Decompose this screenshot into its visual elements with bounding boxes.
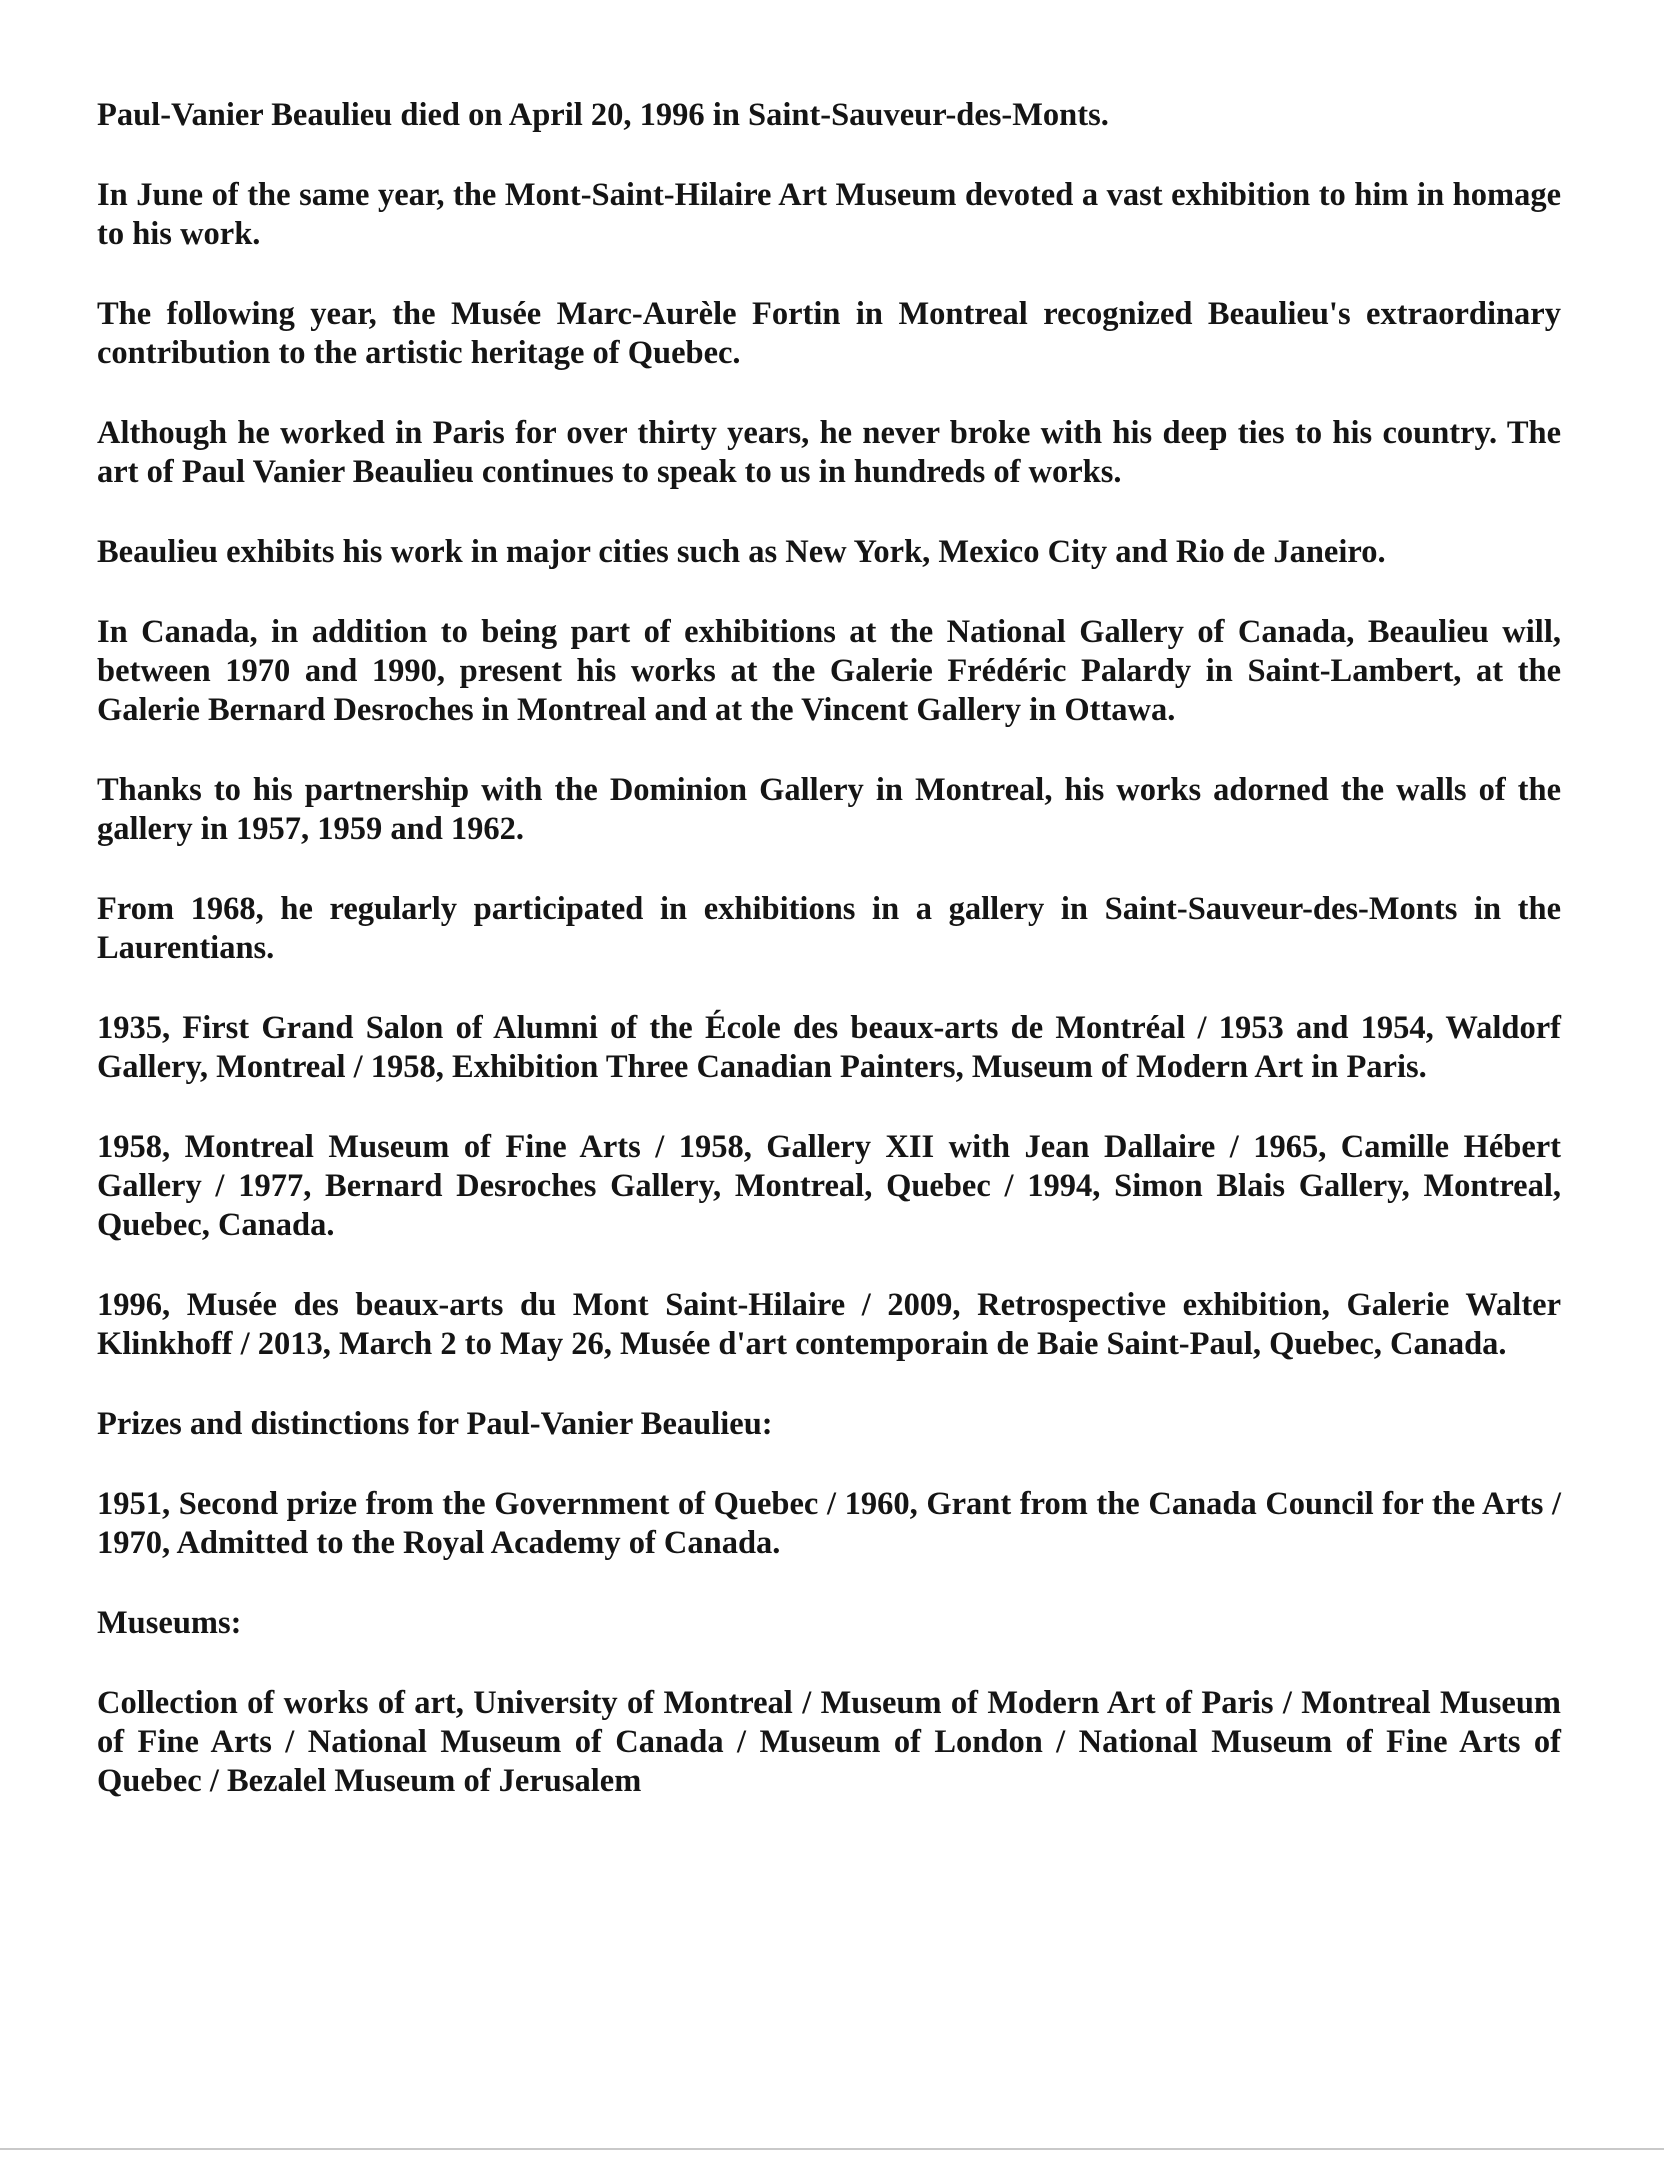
paragraph-paris-years: Although he worked in Paris for over thirty years, he never broke with his deep ties to his country. The art of Paul Vanier Beaulieu continues to speak to us in hundreds of works. xyxy=(97,415,1561,490)
paragraph-dominion-gallery: Thanks to his partnership with the Dominion Gallery in Montreal, his works adorned the walls of the gallery in 1957, 1959 and 1962. xyxy=(97,772,1561,847)
prizes-text: 1951, Second prize from the Government of Quebec / 1960, Grant from the Canada Council for the Arts / 1970, Admitted to the Royal Academy of Canada. xyxy=(97,1486,1561,1561)
paragraph-death: Paul-Vanier Beaulieu died on April 20, 1996 in Saint-Sauveur-des-Monts. xyxy=(97,97,1109,133)
museums-text: Collection of works of art, University of Montreal / Museum of Modern Art of Paris / Montreal Museum of Fine Arts / National Museum of Canada / Museum of London / National Museum of Fine Arts of Quebec / Bezalel Museum of Jerusalem xyxy=(97,1685,1561,1799)
paragraph-fortin-recognition: The following year, the Musée Marc-Aurèle Fortin in Montreal recognized Beaulieu's extraordinary contribution to the artistic heritage of Quebec. xyxy=(97,296,1561,371)
museums-heading: Museums: xyxy=(97,1605,242,1641)
page-bottom-rule xyxy=(0,2148,1664,2150)
paragraph-homage-exhibition: In June of the same year, the Mont-Saint-Hilaire Art Museum devoted a vast exhibition to him in homage to his work. xyxy=(97,177,1561,252)
paragraph-exhibitions-1958: 1958, Montreal Museum of Fine Arts / 1958, Gallery XII with Jean Dallaire / 1965, Camille Hébert Gallery / 1977, Bernard Desroches Gallery, Montreal, Quebec / 1994, Simon Blais Gallery, Montreal, Quebec, Canada. xyxy=(97,1129,1561,1243)
paragraph-canada-exhibitions: In Canada, in addition to being part of exhibitions at the National Gallery of Canada, Beaulieu will, between 1970 and 1990, present his works at the Galerie Frédéric Palardy in Saint-Lambert, at the Galerie Bernard Desroches in Montreal and at the Vincent Gallery in Ottawa. xyxy=(97,614,1561,728)
paragraph-exhibitions-1935: 1935, First Grand Salon of Alumni of the École des beaux-arts de Montréal / 1953 and 1954, Waldorf Gallery, Montreal / 1958, Exhibition Three Canadian Painters, Museum of Modern Art in Paris. xyxy=(97,1010,1561,1085)
prizes-heading: Prizes and distinctions for Paul-Vanier Beaulieu: xyxy=(97,1406,773,1442)
paragraph-major-cities: Beaulieu exhibits his work in major cities such as New York, Mexico City and Rio de Janeiro. xyxy=(97,534,1386,570)
paragraph-exhibitions-1996: 1996, Musée des beaux-arts du Mont Saint-Hilaire / 2009, Retrospective exhibition, Galerie Walter Klinkhoff / 2013, March 2 to May 26, Musée d'art contemporain de Baie Saint-Paul, Quebec, Canada. xyxy=(97,1287,1561,1362)
paragraph-laurentians: From 1968, he regularly participated in exhibitions in a gallery in Saint-Sauveur-des-Monts in the Laurentians. xyxy=(97,891,1561,966)
document-page xyxy=(97,96,1561,1842)
